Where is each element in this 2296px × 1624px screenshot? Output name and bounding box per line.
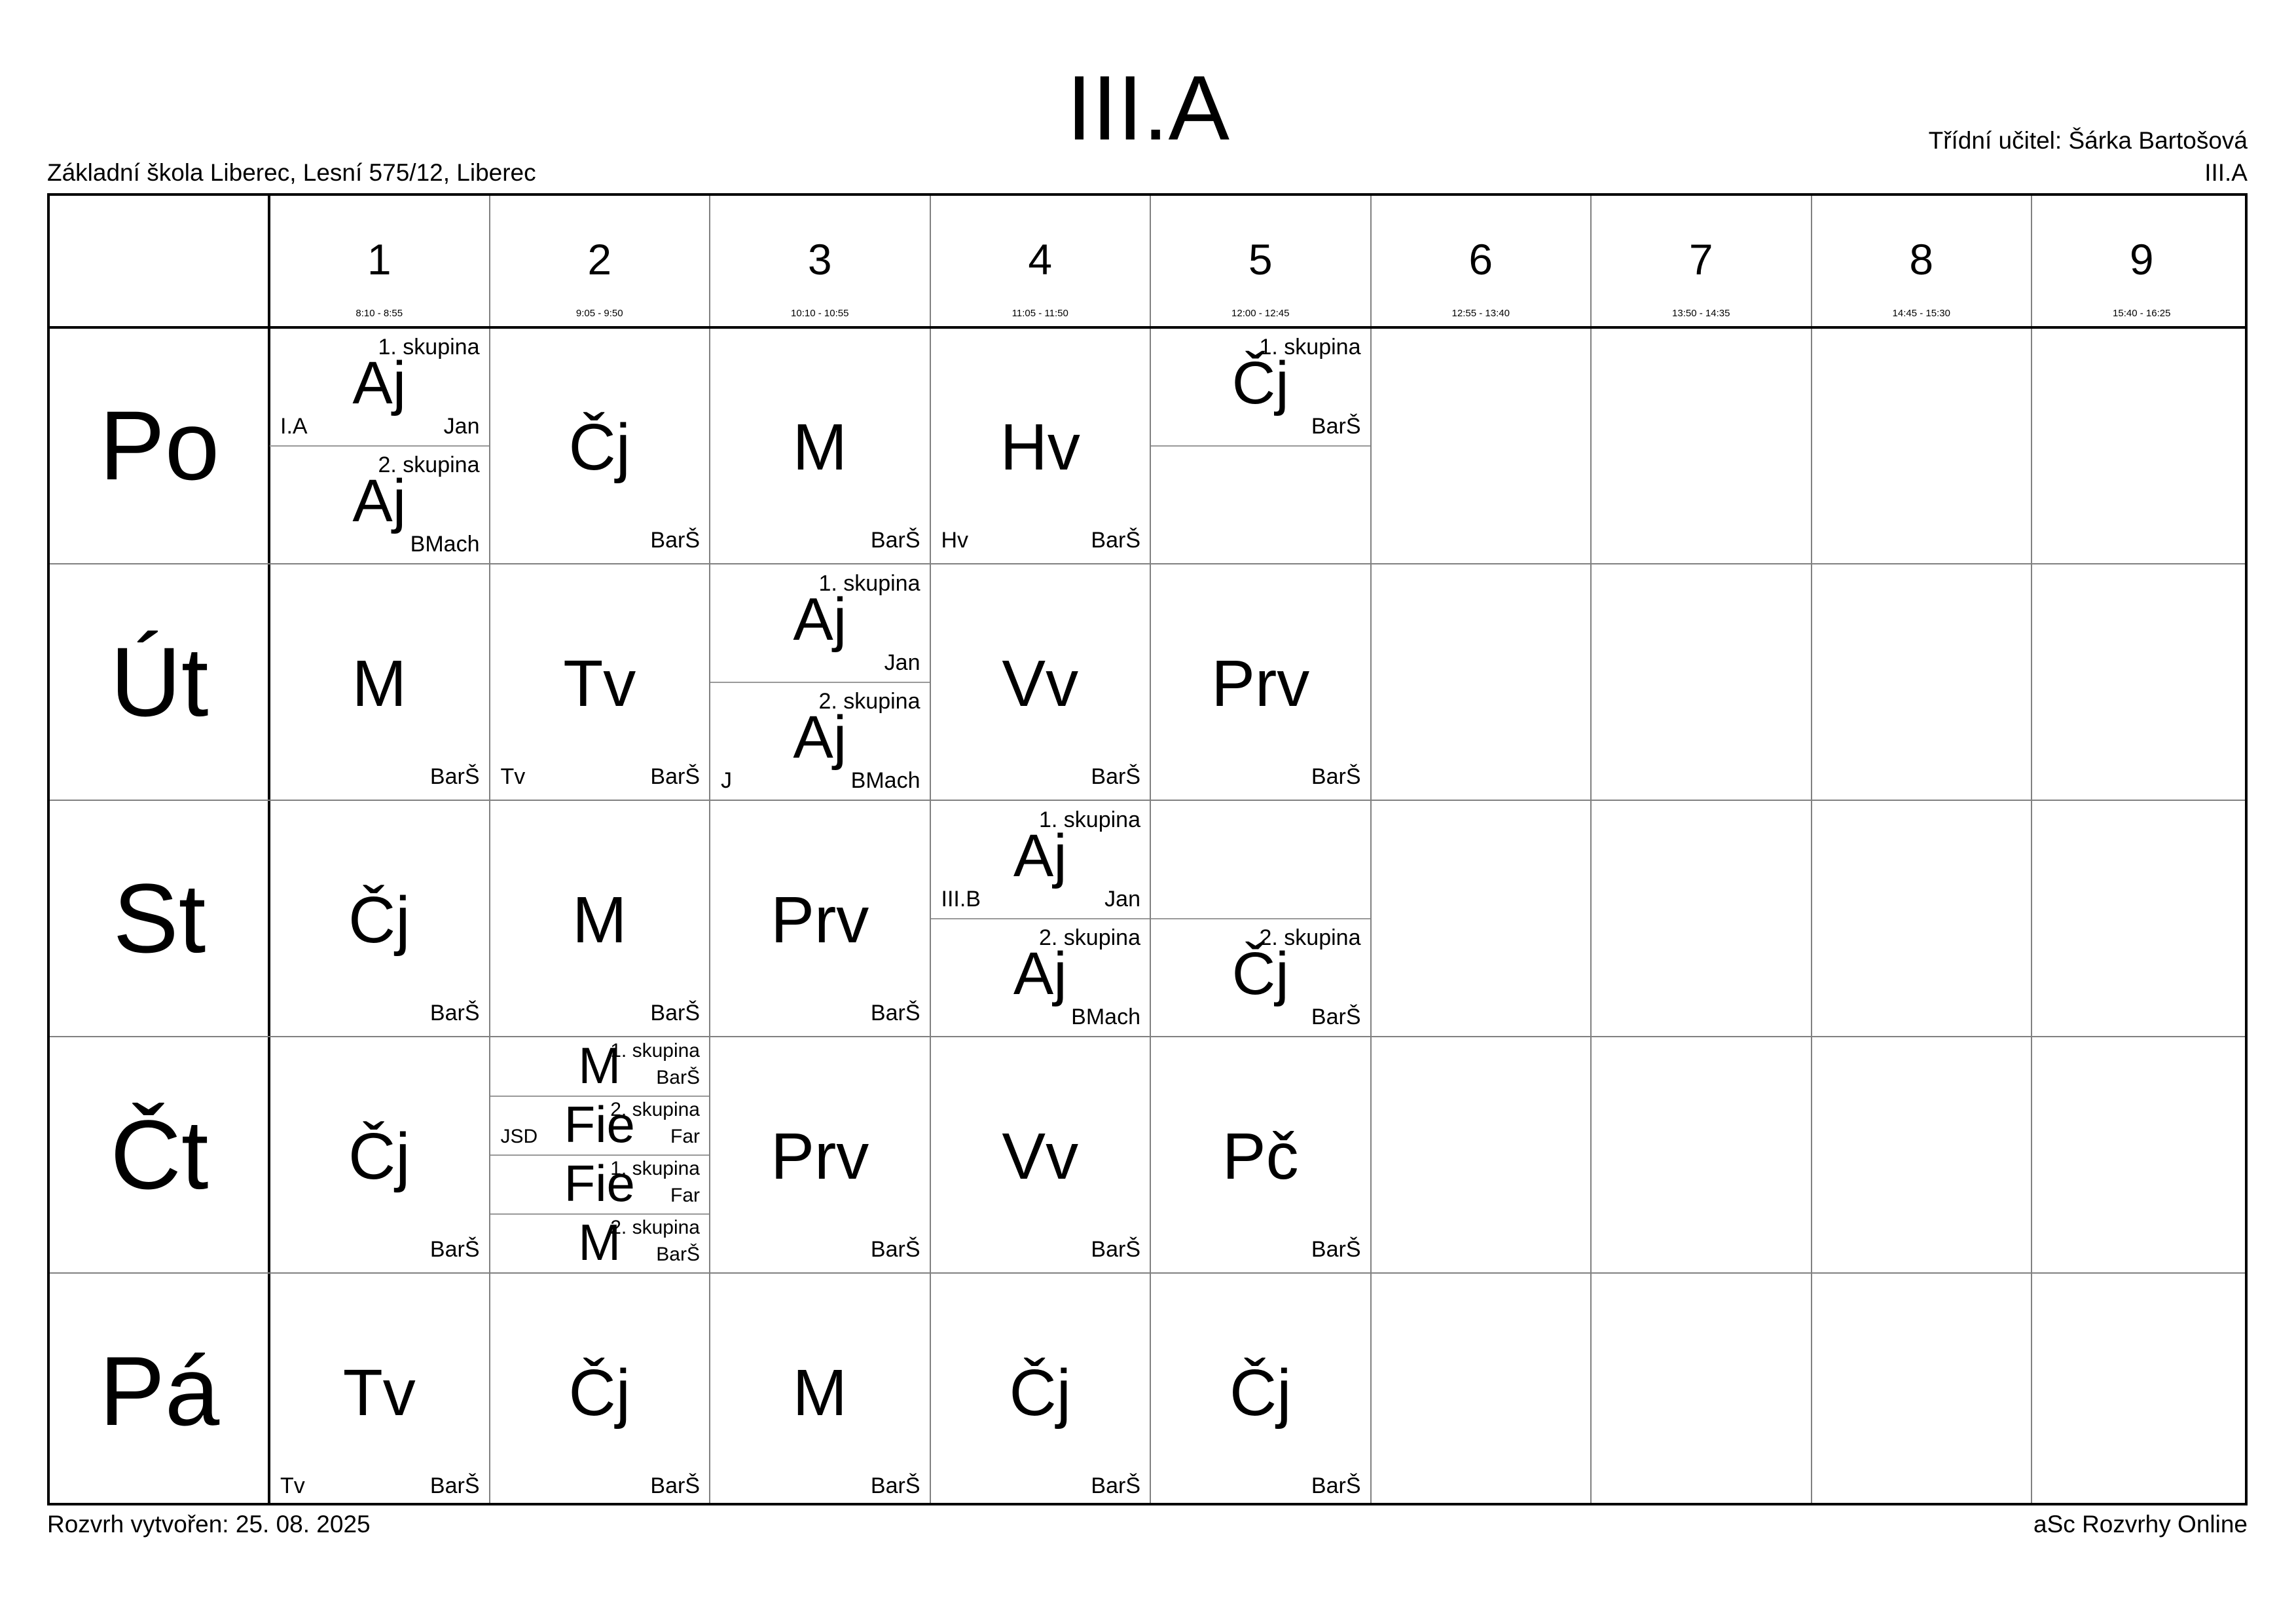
generator-credit: aSc Rozvrhy Online — [2033, 1511, 2248, 1538]
group-divider — [710, 682, 930, 683]
period-time: 12:55 - 13:40 — [1451, 308, 1510, 319]
lesson-teacher: BarŠ — [1091, 528, 1140, 553]
lesson-teacher: BarŠ — [429, 764, 480, 789]
day-label: Pá — [99, 1336, 220, 1446]
lesson-subject: M — [578, 1037, 621, 1094]
lesson-subject: Pč — [1222, 1120, 1299, 1193]
lesson-group: 2. skupina — [610, 1217, 700, 1238]
period-number: 9 — [2129, 235, 2154, 284]
period-time: 14:45 - 15:30 — [1892, 308, 1950, 319]
lesson-subject: Aj — [793, 586, 847, 653]
lesson-cell[interactable] — [931, 801, 1150, 1036]
period-number: 3 — [807, 235, 832, 284]
period-time: 15:40 - 16:25 — [2113, 308, 2171, 319]
lesson-subject: Vv — [1002, 647, 1079, 720]
group-divider — [1151, 445, 1370, 447]
period-number: 5 — [1248, 235, 1273, 284]
group-divider — [931, 918, 1150, 919]
lesson-room: JSD — [500, 1126, 538, 1147]
lesson-subject: M — [572, 883, 627, 957]
period-time: 10:10 - 10:55 — [791, 308, 849, 319]
lesson-teacher: BarŠ — [1311, 1473, 1361, 1498]
lesson-subject: Čj — [1231, 940, 1289, 1007]
lesson-teacher: BarŠ — [870, 1237, 920, 1262]
lesson-teacher: Far — [670, 1126, 700, 1147]
lesson-subject: Prv — [771, 1120, 869, 1193]
lesson-cell[interactable] — [1151, 1274, 1370, 1509]
lesson-subject: Aj — [793, 704, 847, 771]
created-date: Rozvrh vytvořen: 25. 08. 2025 — [47, 1511, 371, 1538]
lesson-cell[interactable] — [490, 564, 710, 800]
lesson-teacher: BarŠ — [870, 1001, 920, 1025]
period-time: 13:50 - 14:35 — [1672, 308, 1730, 319]
lesson-room: Hv — [941, 528, 969, 553]
lesson-group: 1. skupina — [1259, 335, 1361, 360]
period-time: 11:05 - 11:50 — [1011, 308, 1068, 319]
lesson-subject: Hv — [1000, 411, 1080, 484]
period-number: 8 — [1909, 235, 1934, 284]
period-number: 7 — [1688, 235, 1713, 284]
lesson-cell[interactable] — [710, 1037, 930, 1272]
lesson-room: III.B — [941, 887, 981, 912]
lesson-cell[interactable] — [710, 328, 930, 563]
lesson-teacher: BarŠ — [870, 528, 920, 553]
lesson-subject: M — [792, 1356, 847, 1430]
lesson-cell[interactable] — [931, 564, 1150, 800]
class-title: III.A — [1066, 56, 1230, 159]
lesson-group: 1. skupina — [1039, 807, 1140, 832]
lesson-cell[interactable] — [270, 328, 489, 563]
lesson-teacher: BMach — [850, 768, 920, 793]
lesson-subject: Prv — [1211, 647, 1310, 720]
lesson-subject: Čj — [568, 411, 630, 484]
lesson-cell[interactable] — [931, 1037, 1150, 1272]
lesson-group: 2. skupina — [1039, 925, 1140, 950]
day-label: Út — [110, 627, 209, 737]
lesson-subject: Čj — [348, 883, 410, 957]
lesson-cell[interactable] — [270, 1274, 489, 1509]
lesson-teacher: BarŠ — [1311, 1005, 1361, 1029]
lesson-teacher: BarŠ — [870, 1473, 920, 1498]
lesson-cell[interactable] — [270, 801, 489, 1036]
lesson-teacher: Far — [670, 1185, 700, 1206]
lesson-cell[interactable] — [710, 564, 930, 800]
grid-vline — [1590, 196, 1592, 1503]
lesson-teacher: BarŠ — [650, 1473, 700, 1498]
grid-vline — [1811, 196, 1812, 1503]
lesson-cell[interactable] — [710, 1274, 930, 1509]
lesson-subject: M — [352, 647, 407, 720]
lesson-cell[interactable] — [1151, 328, 1370, 563]
lesson-teacher: BarŠ — [429, 1001, 480, 1025]
lesson-subject: Fie — [564, 1096, 635, 1153]
lesson-room: I.A — [280, 414, 308, 439]
lesson-cell[interactable] — [490, 328, 710, 563]
lesson-teacher: BarŠ — [1311, 764, 1361, 789]
lesson-cell[interactable] — [931, 1274, 1150, 1509]
lesson-cell[interactable] — [490, 1274, 710, 1509]
lesson-room: Tv — [500, 764, 526, 789]
lesson-teacher: BarŠ — [1091, 1473, 1140, 1498]
lesson-teacher: BMach — [1071, 1005, 1140, 1029]
lesson-teacher: BMach — [410, 532, 480, 557]
lesson-subject: Čj — [348, 1120, 410, 1193]
lesson-subject: Tv — [563, 647, 636, 720]
lesson-subject: Čj — [1009, 1356, 1071, 1430]
lesson-cell[interactable] — [1151, 564, 1370, 800]
lesson-group: 2. skupina — [1259, 925, 1361, 950]
lesson-teacher: BarŠ — [650, 528, 700, 553]
lesson-cell[interactable] — [490, 1037, 710, 1272]
lesson-subject: Čj — [1231, 350, 1289, 416]
lesson-subject: Prv — [771, 883, 869, 957]
period-time: 8:10 - 8:55 — [355, 308, 403, 319]
lesson-teacher: BarŠ — [1091, 764, 1140, 789]
lesson-subject: Fie — [564, 1154, 635, 1212]
lesson-teacher: BarŠ — [1091, 1237, 1140, 1262]
timetable-grid — [47, 193, 2248, 1505]
lesson-subject: Tv — [342, 1356, 416, 1430]
lesson-cell[interactable] — [270, 564, 489, 800]
lesson-cell[interactable] — [270, 1037, 489, 1272]
lesson-group: 1. skupina — [378, 335, 480, 360]
lesson-subject: Aj — [1013, 940, 1067, 1007]
day-label: Po — [99, 390, 220, 500]
lesson-teacher: BarŠ — [429, 1237, 480, 1262]
lesson-cell[interactable] — [931, 328, 1150, 563]
lesson-teacher: BarŠ — [429, 1473, 480, 1498]
lesson-group: 1. skupina — [610, 1040, 700, 1061]
lesson-teacher: BarŠ — [650, 764, 700, 789]
lesson-group: 2. skupina — [378, 452, 480, 477]
lesson-teacher: BarŠ — [656, 1244, 700, 1265]
lesson-teacher: BarŠ — [650, 1001, 700, 1025]
lesson-teacher: Jan — [443, 414, 480, 439]
lesson-subject: Vv — [1002, 1120, 1079, 1193]
period-time: 12:00 - 12:45 — [1231, 308, 1290, 319]
period-number: 1 — [367, 235, 392, 284]
grid-vline — [1370, 196, 1372, 1503]
lesson-teacher: Jan — [1104, 887, 1140, 912]
lesson-room: J — [721, 768, 732, 793]
lesson-room: Tv — [280, 1473, 305, 1498]
group-divider — [270, 445, 489, 447]
lesson-teacher: BarŠ — [656, 1067, 700, 1088]
lesson-subject: Čj — [1230, 1356, 1292, 1430]
lesson-group: 2. skupina — [610, 1099, 700, 1120]
lesson-subject: Aj — [352, 350, 407, 416]
lesson-group: 1. skupina — [610, 1158, 700, 1179]
lesson-subject: Aj — [352, 468, 407, 534]
lesson-cell[interactable] — [1151, 1037, 1370, 1272]
lesson-subject: Čj — [568, 1356, 630, 1430]
day-label: St — [113, 863, 206, 973]
period-time: 9:05 - 9:50 — [575, 308, 623, 319]
class-label: III.A — [2204, 159, 2248, 186]
class-teacher: Třídní učitel: Šárka Bartošová — [1928, 127, 2248, 154]
period-number: 4 — [1028, 235, 1053, 284]
lesson-cell[interactable] — [710, 801, 930, 1036]
lesson-group: 2. skupina — [818, 689, 920, 714]
lesson-subject: Aj — [1013, 822, 1067, 889]
group-divider — [1151, 918, 1370, 919]
lesson-teacher: Jan — [884, 650, 920, 675]
lesson-cell[interactable] — [490, 801, 710, 1036]
school-name: Základní škola Liberec, Lesní 575/12, Liberec — [47, 159, 536, 186]
lesson-teacher: BarŠ — [1311, 414, 1361, 439]
lesson-teacher: BarŠ — [1311, 1237, 1361, 1262]
grid-vline — [2031, 196, 2032, 1503]
period-number: 6 — [1468, 235, 1493, 284]
lesson-subject: M — [578, 1213, 621, 1271]
lesson-cell[interactable] — [1151, 801, 1370, 1036]
day-label: Čt — [110, 1099, 209, 1209]
lesson-subject: M — [792, 411, 847, 484]
period-number: 2 — [587, 235, 612, 284]
lesson-group: 1. skupina — [818, 571, 920, 596]
